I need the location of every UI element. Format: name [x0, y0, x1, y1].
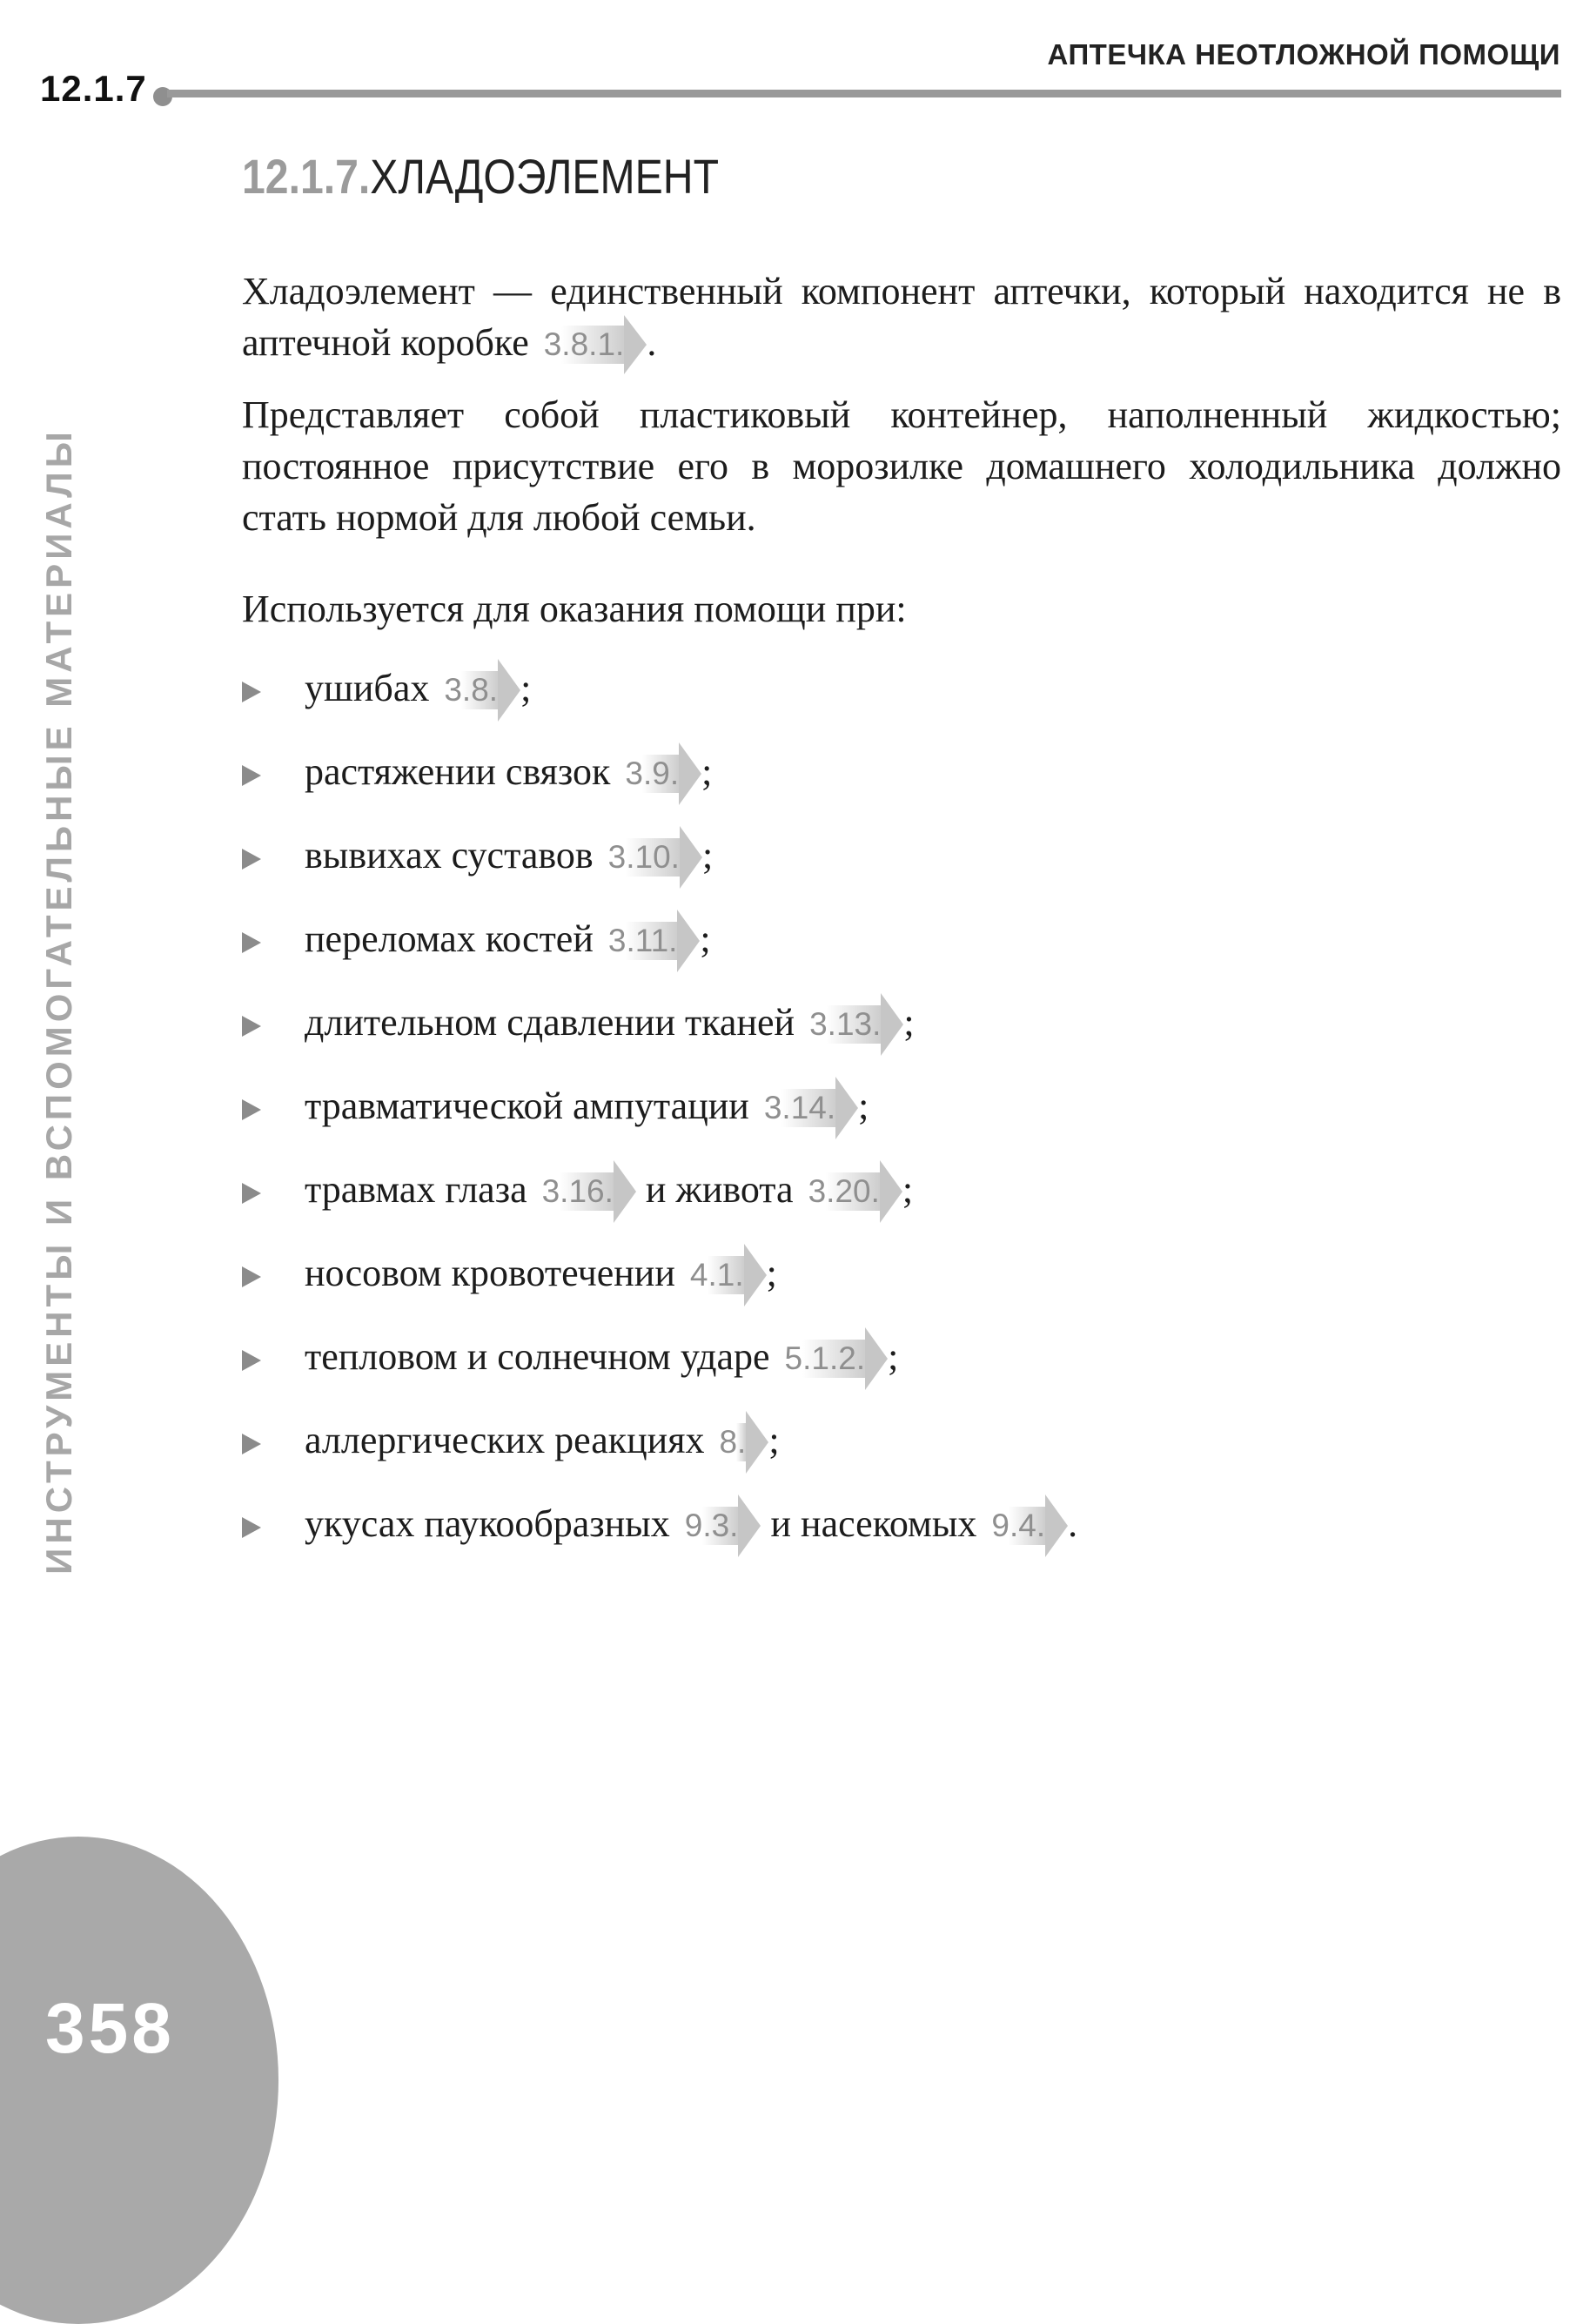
list-item: [242, 1482, 1561, 1566]
triangle-bullet-icon: [242, 765, 261, 786]
list-item-text: переломах костей: [305, 917, 594, 960]
list-item: [242, 897, 1561, 981]
triangle-bullet-icon: [242, 1183, 261, 1204]
list-item-end: ;: [768, 1419, 780, 1461]
list-item-text: растяжении связок: [305, 750, 611, 793]
cross-ref-badge[interactable]: 8.: [719, 1400, 768, 1484]
list-item-text: носовом кровотечении: [305, 1252, 675, 1294]
triangle-bullet-icon: [242, 1517, 261, 1538]
list-item-text: укусах паукообразных: [305, 1502, 670, 1545]
triangle-bullet-icon: [242, 1350, 261, 1371]
cross-ref-badge[interactable]: 3.8.1.: [544, 319, 647, 370]
triangle-bullet-icon: [242, 1016, 261, 1037]
list-item-text-2: и насекомых: [770, 1502, 977, 1545]
list-item: [242, 1065, 1561, 1148]
paragraph-intro: [242, 265, 1561, 370]
list-item: [242, 814, 1561, 897]
list-item: [242, 647, 1561, 730]
section-heading: [242, 148, 1377, 205]
cross-ref-badge[interactable]: 3.8.: [444, 648, 520, 732]
list-item-text: вывихах суставов: [305, 834, 594, 877]
page-number: 358: [45, 1989, 175, 2068]
list-item-end: ;: [902, 1168, 914, 1211]
triangle-bullet-icon: [242, 1266, 261, 1287]
list-item-end: ;: [903, 1001, 915, 1044]
list-item: [242, 1232, 1561, 1315]
list-item-end: ;: [701, 750, 713, 793]
list-item-end: ;: [858, 1085, 869, 1127]
cross-ref-badge[interactable]: 3.14.: [764, 1066, 858, 1150]
triangle-bullet-icon: [242, 932, 261, 953]
paragraph-description: Представляет собой пластиковый контейнер, наполненный жидкостью; постоянное присутствие его в морозилке домашнего холодильника должно стать нормой для любой семьи.: [242, 393, 1561, 539]
uses-list: [242, 647, 1561, 1566]
section-number: 12.1.7: [40, 68, 147, 109]
uses-intro: Используется для оказания помощи при:: [242, 588, 907, 630]
page-content: [242, 148, 1561, 1566]
list-item-text: аллергических реакциях: [305, 1419, 705, 1461]
list-item-end: .: [1068, 1502, 1078, 1545]
section-heading-title: ХЛАДОЭЛЕМЕНТ: [370, 149, 719, 204]
list-item: [242, 981, 1561, 1065]
paragraph-intro-text: Хладоэлемент — единственный компонент аптечки, который находится не в аптечной коробке: [242, 270, 1561, 364]
triangle-bullet-icon: [242, 849, 261, 870]
cross-ref-badge[interactable]: 3.10.: [608, 816, 702, 899]
cross-ref-badge[interactable]: 9.4.: [991, 1484, 1068, 1568]
list-item: [242, 1148, 1561, 1232]
section-heading-number: 12.1.7.: [242, 149, 371, 204]
list-item-end: ;: [888, 1335, 899, 1378]
paragraph-intro-end: .: [647, 321, 657, 364]
list-item-text: тепловом и солнечном ударе: [305, 1335, 770, 1378]
triangle-bullet-icon: [242, 1099, 261, 1120]
list-item-end: ;: [766, 1252, 777, 1294]
list-item-text: травмах глаза: [305, 1168, 527, 1211]
list-item-text: ушибах: [305, 667, 430, 709]
list-item-text: длительном сдавлении тканей: [305, 1001, 795, 1044]
list-item-end: ;: [520, 667, 532, 709]
cross-ref-badge[interactable]: 3.11.: [608, 899, 701, 983]
page-number-blob: [0, 1837, 278, 2324]
cross-ref-badge[interactable]: 3.20.: [808, 1150, 902, 1233]
list-item: [242, 730, 1561, 814]
cross-ref-badge[interactable]: 3.13.: [809, 983, 903, 1066]
list-item-end: ;: [701, 834, 714, 877]
running-title: АПТЕЧКА НЕОТЛОЖНОЙ ПОМОЩИ: [1047, 38, 1560, 71]
cross-ref-badge[interactable]: 4.1.: [690, 1233, 767, 1317]
list-item-text-2: и живота: [645, 1168, 794, 1211]
cross-ref-badge[interactable]: 3.9.: [625, 732, 701, 816]
header-rule: [167, 90, 1561, 97]
triangle-bullet-icon: [242, 682, 261, 702]
list-item-end: ;: [700, 917, 711, 960]
list-item: [242, 1315, 1561, 1399]
cross-ref-badge[interactable]: 3.16.: [542, 1150, 636, 1233]
triangle-bullet-icon: [242, 1434, 261, 1454]
cross-ref-badge[interactable]: 5.1.2.: [785, 1317, 889, 1400]
list-item: [242, 1399, 1561, 1482]
side-chapter-title: ИНСТРУМЕНТЫ И ВСПОМОГАТЕЛЬНЫЕ МАТЕРИАЛЫ: [38, 427, 79, 1575]
cross-ref-badge[interactable]: 9.3.: [685, 1484, 761, 1568]
list-item-text: травматической ампутации: [305, 1085, 749, 1127]
